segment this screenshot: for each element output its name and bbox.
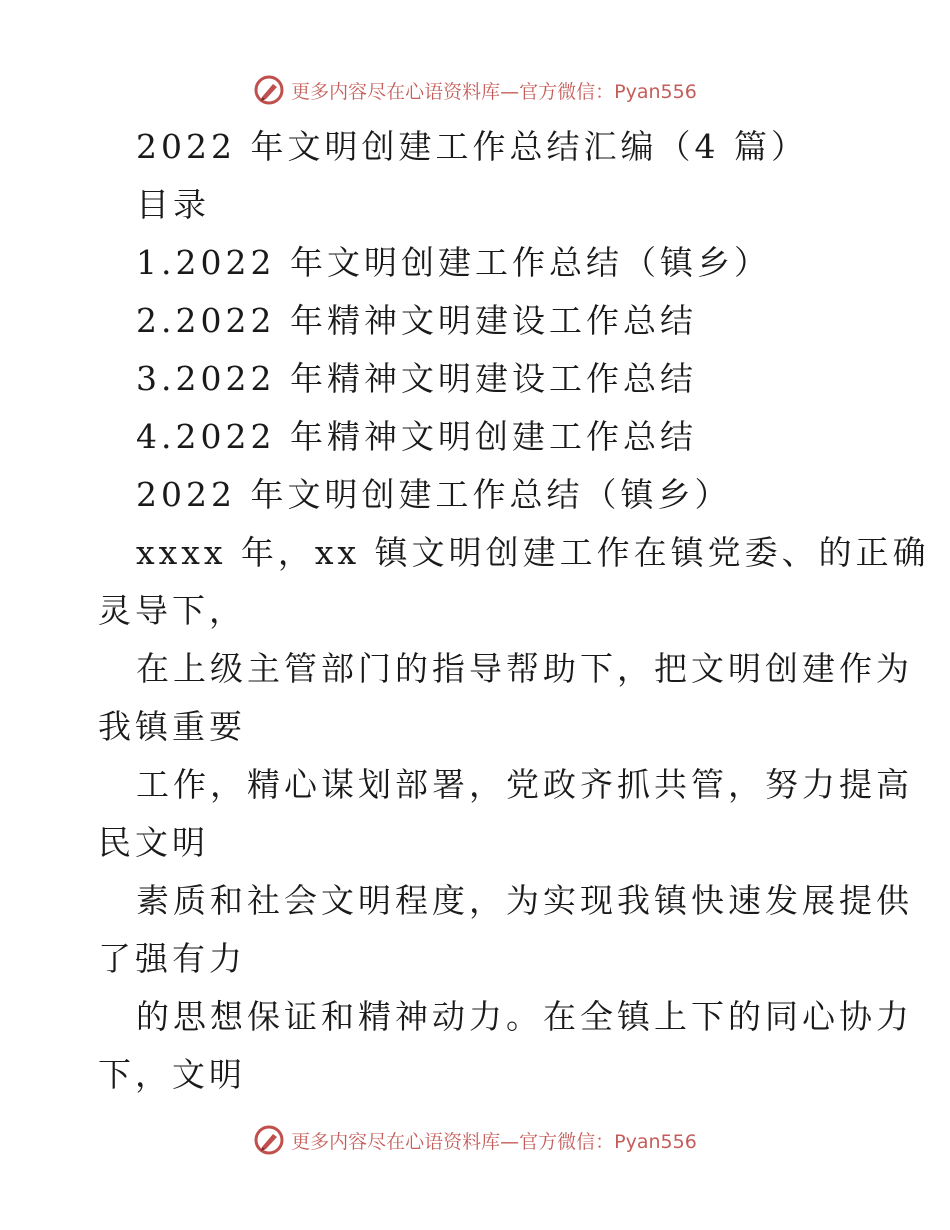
paragraph-line: 工作，精心谋划部署，党政齐抓共管，努力提高 xyxy=(136,765,913,804)
paragraph-line: 素质和社会文明程度，为实现我镇快速发展提供 xyxy=(136,881,913,920)
pen-logo-icon xyxy=(253,1124,285,1156)
footer-banner-text: 更多内容尽在心语资料库—官方微信：Pyan556 xyxy=(291,1130,697,1153)
paragraph-line: 灵导下， xyxy=(98,591,246,630)
document-title: 2022 年文明创建工作总结汇编（4 篇） xyxy=(136,127,808,166)
paragraph-line: 民文明 xyxy=(98,823,209,862)
toc-item-4: 4.2022 年精神文明创建工作总结 xyxy=(136,417,697,456)
header-watermark-banner xyxy=(0,70,950,110)
section-title: 2022 年文明创建工作总结（镇乡） xyxy=(136,475,732,514)
toc-heading: 目录 xyxy=(136,185,210,224)
paragraph-line: 的思想保证和精神动力。在全镇上下的同心协力 xyxy=(136,997,913,1036)
paragraph-line: 下，文明 xyxy=(98,1055,246,1094)
paragraph-line: 我镇重要 xyxy=(98,707,246,746)
paragraph-line: xxxx 年，xx 镇文明创建工作在镇党委、的正确 xyxy=(136,533,930,572)
toc-item-3: 3.2022 年精神文明建设工作总结 xyxy=(136,359,697,398)
header-banner-text: 更多内容尽在心语资料库—官方微信：Pyan556 xyxy=(291,80,697,103)
paragraph-line: 了强有力 xyxy=(98,939,246,978)
paragraph-line: 在上级主管部门的指导帮助下，把文明创建作为 xyxy=(136,649,913,688)
toc-item-2: 2.2022 年精神文明建设工作总结 xyxy=(136,301,697,340)
document-body xyxy=(98,118,930,1104)
footer-watermark-banner xyxy=(0,1120,950,1160)
toc-item-1: 1.2022 年文明创建工作总结（镇乡） xyxy=(136,243,771,282)
pen-logo-icon xyxy=(253,74,285,106)
